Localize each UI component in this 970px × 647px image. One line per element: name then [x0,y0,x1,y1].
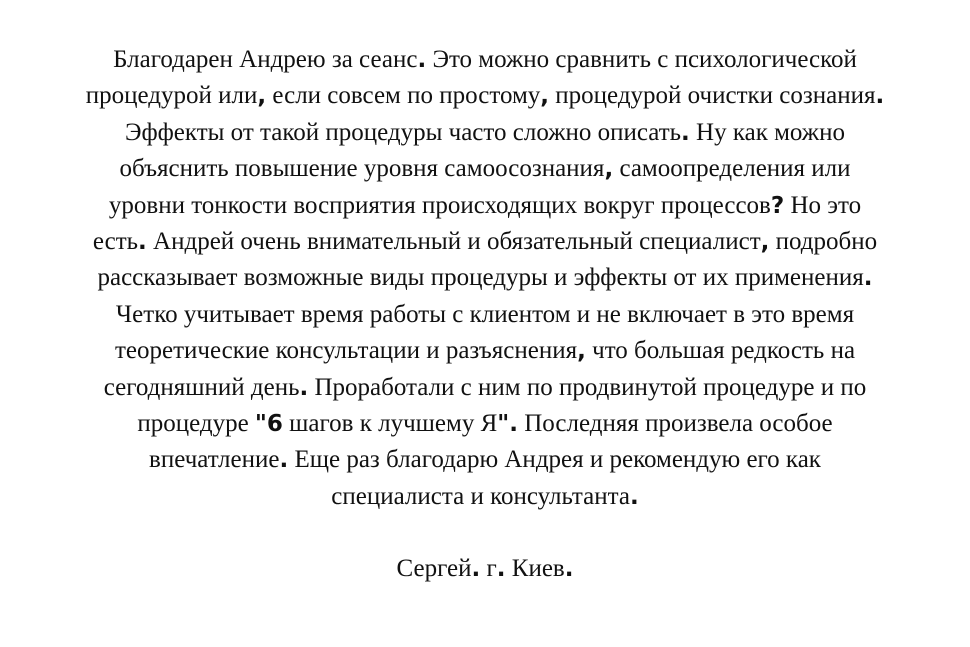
testimonial-paragraph [0,42,970,515]
paragraph-line [0,188,970,224]
punctuation-mark: . [564,556,574,583]
text-segment: рассказывает возможные виды процедуры и эффекты от их применения [97,264,864,292]
text-segment: Благодарен Андрею за сеанс [113,46,418,73]
text-segment: объяснить повышение уровня самоосознания [119,155,605,183]
text-segment: Последняя произвела особое [517,410,833,438]
signature [0,551,970,587]
text-segment: Андрей очень внимательный и обязательный специалист [146,228,761,256]
signature-name: Сергей [396,555,472,583]
quoted-number: "6 [254,411,283,438]
punctuation-mark: . [863,265,873,292]
text-segment: шагов к лучшему Я [282,410,498,438]
text-segment: теоретические консультации и разъяснения [114,337,578,365]
paragraph-line [0,78,970,114]
signature-city-prefix: г [480,555,497,583]
paragraph-line [0,333,970,369]
punctuation-mark: . [875,83,885,110]
punctuation-mark: . [629,483,639,510]
text-segment: если совсем по простому [266,82,541,110]
punctuation-mark: . [496,556,506,583]
text-segment: есть [92,228,139,256]
paragraph-line [0,297,970,333]
paragraph-line [0,442,970,478]
signature-city: Киев [505,555,565,583]
closing-quote: ". [497,411,518,438]
paragraph-line [0,224,970,260]
text-segment: Проработали с ним по продвинутой процедуре и по [308,373,867,401]
punctuation-mark: . [279,447,289,474]
text-segment: специалиста и консультанта [331,482,630,510]
paragraph-line [0,370,970,406]
text-segment: уровни тонкости восприятия происходящих вокруг процессов [108,191,771,219]
punctuation-mark: , [604,156,614,183]
text-segment: Четко учитывает время работы с клиентом и не включает в это время [115,300,855,328]
text-segment: сегодняшний день [103,373,300,401]
text-segment: впечатление [149,446,280,474]
text-segment: процедуре [137,410,255,438]
punctuation-mark: . [681,119,690,146]
paragraph-line [0,42,970,78]
punctuation-mark: , [760,229,770,256]
punctuation-mark: . [471,556,481,583]
text-segment: самоопределения или [613,155,851,183]
paragraph-line [0,406,970,442]
paragraph-line [0,479,970,515]
punctuation-mark: ? [770,192,785,219]
punctuation-mark: , [540,83,550,110]
paragraph-line [0,115,970,151]
text-segment: Но это [784,191,862,219]
signature-line [0,551,970,587]
text-segment: Эффекты от такой процедуры часто сложно описать [125,118,682,146]
paragraph-line [0,260,970,296]
text-segment: Еще раз благодарю Андрея и рекомендую его как [288,446,821,474]
punctuation-mark: , [257,83,267,110]
paragraph-line [0,151,970,187]
text-segment: что большая редкость на [585,337,856,365]
text-segment: процедурой или [85,82,258,110]
punctuation-mark: . [138,229,147,256]
text-segment: подробно [769,228,878,256]
text-segment: Это можно сравнить с психологической [426,46,857,73]
punctuation-mark: . [417,47,427,73]
punctuation-mark: . [299,374,309,401]
text-segment: Ну как можно [689,118,845,146]
punctuation-mark: , [577,338,586,365]
text-segment: процедурой очистки сознания [549,82,876,110]
